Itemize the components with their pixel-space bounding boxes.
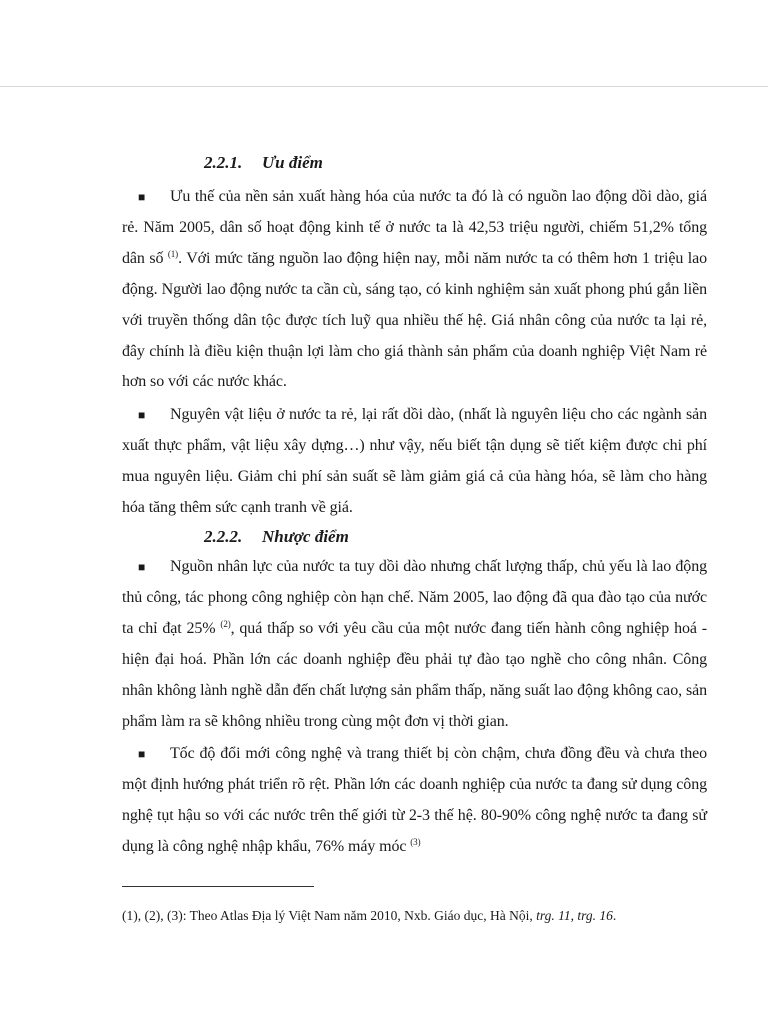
footnote-page-ref: trg. 16 bbox=[577, 908, 613, 923]
footnote-marker: (2) bbox=[220, 618, 231, 629]
page-top-divider bbox=[0, 86, 768, 87]
section-number: 2.2.1. bbox=[204, 153, 243, 172]
section-number: 2.2.2. bbox=[204, 526, 243, 546]
bullet-paragraph bbox=[122, 739, 707, 863]
bullet-paragraph bbox=[122, 400, 707, 524]
bullet-square-icon: ■ bbox=[138, 559, 146, 574]
footnote-marker: (1) bbox=[167, 248, 179, 259]
section-title: Ưu điểm bbox=[262, 153, 323, 172]
bullet-square-icon: ■ bbox=[138, 747, 146, 762]
paragraph-text: Ưu thế của nền sản xuất hàng hóa của nước ta đó là có nguồn lao động dồi dào, giá rẻ. Năm 2005, dân số hoạt động kinh tế ở nước ta là 42,53 triệu người, chiếm 51,2% tổng dân số bbox=[122, 188, 707, 267]
paragraph-text: Nguồn nhân lực của nước ta tuy dồi dào nhưng chất lượng thấp, chủ yếu là lao động thủ công, tác phong công nghiệp còn hạn chế. Năm 2005, lao động đã qua đào tạo của nước ta chỉ đạt 25% bbox=[122, 557, 707, 637]
footnote-end: . bbox=[612, 908, 617, 923]
section-title: Nhược điểm bbox=[262, 526, 349, 546]
footnote-text: (1), (2), (3): Theo Atlas Địa lý Việt Nam năm 2010, Nxb. Giáo dục, Hà Nội, bbox=[122, 908, 537, 923]
bullet-square-icon: ■ bbox=[138, 190, 146, 204]
section-heading-advantages bbox=[204, 150, 707, 176]
paragraph-text: . Với mức tăng nguồn lao động hiện nay, mỗi năm nước ta có thêm hơn 1 triệu lao động. Người lao động nước ta cần cù, sáng tạo, có kinh nghiệm sản xuất phong phú gắn liền với truyền thống dân tộc được tích luỹ qua nhiều thế hệ. Giá nhân công của nước ta lại rẻ, đây chính là điều kiện thuận lợi làm cho giá thành sản phẩm của doanh nghiệp Việt Nam rẻ hơn so với các nước khác. bbox=[122, 249, 707, 391]
section-heading-disadvantages bbox=[204, 524, 707, 550]
footnote-separator bbox=[122, 886, 314, 887]
bullet-paragraph bbox=[122, 182, 707, 398]
footnote bbox=[122, 906, 692, 926]
footnote-marker: (3) bbox=[410, 837, 421, 848]
paragraph-text: , quá thấp so với yêu cầu của một nước đang tiến hành công nghiệp hoá - hiện đại hoá. Phần lớn các doanh nghiệp đều phải tự đào tạo nghề cho công nhân. Công nhân không lành nghề dẫn đến chất lượng sản phẩm thấp, năng suất lao động không cao, sản phẩm làm ra sẽ không nhiều trong cùng một đơn vị thời gian. bbox=[122, 619, 707, 730]
footnote-separator-text: , bbox=[570, 908, 578, 923]
paragraph-text: Nguyên vật liệu ở nước ta rẻ, lại rất dồi dào, (nhất là nguyên liệu cho các ngành sản xuất thực phẩm, vật liệu xây dựng…) như vậy, nếu biết tận dụng sẽ tiết kiệm được chi phí mua nguyên liệu. Giảm chi phí sản suất sẽ làm giảm giá cả của hàng hóa, sẽ làm cho hàng hóa tăng thêm sức cạnh tranh về giá. bbox=[122, 406, 707, 517]
bullet-square-icon: ■ bbox=[138, 408, 146, 423]
bullet-paragraph bbox=[122, 552, 707, 737]
paragraph-text: Tốc độ đổi mới công nghệ và trang thiết bị còn chậm, chưa đồng đều và chưa theo một định hướng phát triển rõ rệt. Phần lớn các doanh nghiệp của nước ta đang sử dụng công nghệ tụt hậu so với các nước trên thế giới từ 2-3 thế hệ. 80-90% công nghệ nước ta đang sử dụng là công nghệ nhập khẩu, 76% máy móc bbox=[122, 745, 707, 856]
document-page bbox=[122, 150, 707, 863]
footnote-page-ref: trg. 11 bbox=[536, 908, 571, 923]
